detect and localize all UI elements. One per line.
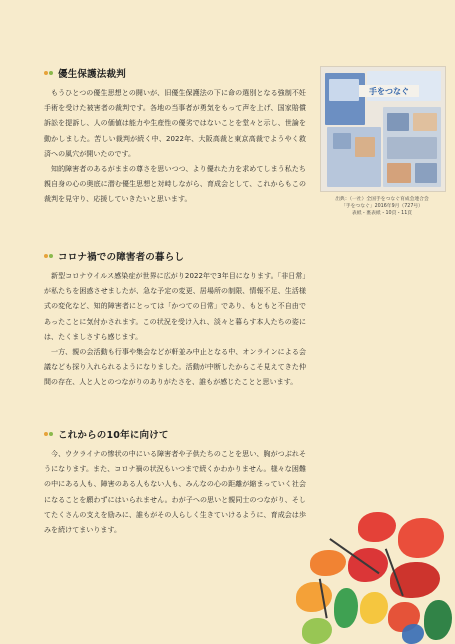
decorative-artwork — [290, 508, 455, 644]
section-covid-life — [44, 249, 306, 391]
caption-line: 「手をつなぐ」2016年9月（727号） — [341, 204, 423, 209]
magazine-photo — [320, 66, 446, 192]
photo-caption — [320, 196, 444, 217]
caption-line: 表紙・裏表紙・10頁・11頁 — [351, 211, 413, 216]
caption-line: 出典：（一社）全国手をつなぐ育成会連合会 — [335, 197, 429, 202]
section-heading — [44, 427, 306, 441]
paragraph: 今、ウクライナの惨状の中にいる障害者や子供たちのことを思い、胸がつぶれそうになります。また、コロナ禍の状況もいつまで続くかわかりません。様々な困難の中にある人も、障害のある人もない人も、みんなの心の距離が縮まっていく社会になることを願わずにはいられません。わが子への思いと親同士のつながり、そしてたくさんの支えを励みに、誰もがその人らしく生きていけるように、育成会は歩みを続けてまいります。 — [44, 450, 306, 535]
paragraph: 新型コロナウイルス感染症が世界に広がり2022年で3年目になります。「非日常」が私たちを困惑させましたが、急な予定の変更、居場所の制限、情報不足、生活様式の変化など、知的障害者にとっては「かつての日常」であり、もともと不自由であったことに気付かされます。この状況を受け入れ、淡々と暮らす本人たちの姿には、たくましさすら感じます。 — [44, 272, 306, 341]
section-eugenics-trial — [44, 66, 306, 208]
section-next-ten-years — [44, 427, 306, 538]
section-heading — [44, 66, 306, 80]
bullet-dots-icon — [44, 71, 54, 75]
paragraph: もうひとつの優生思想との闘いが、旧優生保護法の下に命の選別となる強制不妊手術を受けた被害者の裁判です。各地の当事者が勇気をもって声を上げ、国家賠償訴訟を提訴し、人の価値は能力や生産性の優劣ではないことを堂々と示し、世論を動かしました。苦しい裁判が続く中、2022年、大阪高裁と東京高裁でようやく救済への風穴が開いたのです。 — [44, 89, 306, 158]
magazine-title: 手をつなぐ — [359, 85, 419, 97]
section-heading — [44, 249, 306, 263]
section-title: 優生保護法裁判 — [58, 69, 126, 80]
bullet-dots-icon — [44, 254, 54, 258]
section-title: コロナ禍での障害者の暮らし — [58, 252, 185, 263]
section-title: これからの10年に向けて — [58, 430, 169, 441]
paragraph: 知的障害者のあるがままの尊さを思いつつ、より優れた力を求めてしまう私たち親自身の心の奥底に潜む優生思想と対峙しながら、育成会として、これからもこの裁判を見守り、応援していきたいと思います。 — [44, 165, 306, 204]
bullet-dots-icon — [44, 432, 54, 436]
paragraph: 一方、親の会活動も行事や集会などが軒並み中止となる中、オンラインによる会議なども採り入れられるようになりました。活動が中断したからこそ見えてきた仲間の存在、人と人とのつながりのありがたさを、誰もが感じたことと思います。 — [44, 348, 306, 387]
